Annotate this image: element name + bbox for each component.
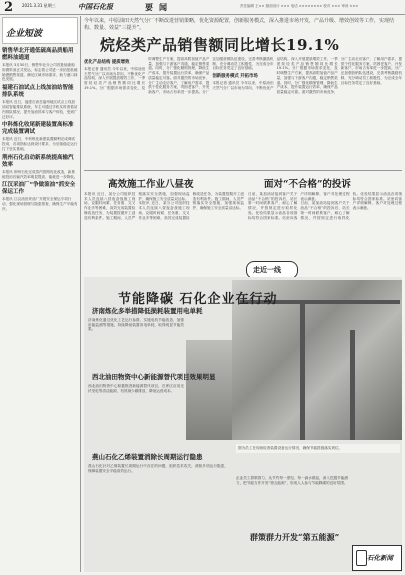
issue-date: 2021.3.31 星期三 bbox=[22, 3, 56, 8]
brief-headline: 中科炼化收尾新建装置高标准完成装置调试 bbox=[2, 122, 74, 136]
feature-subhead: 燕山石化乙烯装置消除长周期运行隐患 bbox=[92, 453, 203, 461]
lead-body bbox=[84, 57, 402, 167]
lead-headline: 烷烃类产品销售额同比增长19.1% bbox=[100, 36, 340, 54]
feature-text-block bbox=[88, 464, 228, 568]
photo-caption: 图为员工在现场检查装置设备运行情况，确保节能措施落实到位。 bbox=[236, 444, 400, 453]
page-number: 2 bbox=[4, 0, 14, 15]
editor-credits: 责任编辑 王×× 版面设计 ××× 电话 ×××××××× 校对 ××× 审读 ××× bbox=[240, 4, 359, 8]
lead-text: 本报记者 通讯员 今年以来，中原油田天然气分厂以市场为导向，不断优化产品结构，深入开展提质增效工作，一季度烷烃类产品销售额同比增长19.1%。分厂根据市场需求变化，及时调整生产方案，提高高附加值产品产量，加强与下游客户沟通，稳定销售渠道。同时，分厂强化精细管理，降低生产成本，提升装置运行效率，确保产品质量稳定可靠。面对激烈的市场竞争，分厂主动走访客户，了解用户需求，提供个性化服务方案，巩固老客户、开发新客户，市场占有率进一步提高。分厂还加强营销队伍建设，完善考核激励机制，充分调动员工积极性，为完成全年目标任务奠定了良好基础。 bbox=[84, 57, 274, 94]
feature-text-block bbox=[88, 318, 184, 368]
left-news-column bbox=[2, 17, 78, 572]
brief-item bbox=[2, 155, 78, 180]
story-headline-left: 高效施工作业八昼夜 bbox=[108, 179, 194, 190]
worker-photo bbox=[186, 340, 232, 440]
brief-item bbox=[2, 182, 78, 211]
pipe-graphic bbox=[300, 300, 305, 440]
logo-text: 石化新闻 bbox=[367, 554, 393, 562]
feature-subhead: 群策群力开发“第五能源” bbox=[250, 532, 340, 542]
lead-subhead: 创新服务模式 开拓市场 bbox=[212, 74, 258, 80]
brief-headline: 销售华北开通低硫高品质船用燃料油通道 bbox=[2, 48, 74, 61]
brief-item bbox=[2, 48, 78, 82]
story-text: 本报讯 近日，某分公司组织技术人员连续八昼夜奋战施工现场，克服时间紧、任务重、交叉作业多等困难，高效完成装置检修改造任务，为装置按期开工创造有利条件。施工期间，人员严格落实安全措施，加强现场监护，确保施工安全质量双达标。 bbox=[138, 192, 244, 220]
brief-text: 本报讯 江汉油田采油厂开展安全保运专项行动，强化现场管理与隐患排查，确保生产平稳有序。 bbox=[2, 197, 78, 211]
brief-headline: 福建石油试点上线加油站智能排队系统 bbox=[2, 85, 74, 99]
feature-text: 燕山石化针对乙烯装置长周期运行中存在的问题，组织技术攻关，消除多项运行隐患，保障装置安全平稳高效运行。 bbox=[88, 464, 228, 473]
brief-headline: 江汉采油厂“争做鉴油”抓安全保运工作 bbox=[2, 182, 76, 196]
logo-icon bbox=[356, 550, 367, 566]
brief-item bbox=[2, 122, 78, 151]
feature-subhead: 济南炼化多举措降低损耗装置用电单耗 bbox=[92, 307, 203, 315]
feature-text-block bbox=[236, 476, 348, 528]
feature-subhead: 西北油田物资中心新能源替代项目效果明显 bbox=[92, 373, 216, 381]
brief-item bbox=[2, 85, 78, 119]
feature-text: 西北油田物资中心积极推进新能源替代项目，在库区应用光伏发电等清洁能源，有效减少碳排放，降低运营成本。 bbox=[88, 384, 184, 393]
lead-intro: 今年以来，中原油田天然气分厂不断改进营销策略，优化资源配置，创新服务模式，深入推进市场开发，产品升级、增效创效等工作，实现结构、数量、效益“三提升”。 bbox=[84, 18, 395, 31]
rule bbox=[84, 170, 402, 171]
feature-text-block bbox=[88, 384, 184, 444]
brief-text: 本报讯 近日，福建石油在福州地区试点上线加油站智能排队系统，车主可通过手机实时查看站内排队情况，提升加油效率与客户体验，受到广泛好评。 bbox=[2, 100, 78, 119]
column-divider bbox=[80, 16, 81, 572]
brief-text: 本报讯 3月30日，销售华北分公司首批低硫船用燃料油正式发运，标志着公司进一步拓宽低硫船燃销售渠道，满足区域市场需求，助力港口绿色发展。 bbox=[2, 63, 78, 82]
story-body-right bbox=[248, 192, 402, 258]
story-headline-right: 面对“不合格”的投诉 bbox=[264, 179, 351, 190]
story-text: 日前，某加油站接到客户关于油品“不合格”的投诉后，站长第一时间联系客户，耐心了解情况，并按规定进行取样化验。化验结果显示油品各项指标均符合国家标准。站里向客户详细解释，客户对处理过程表示满意。 bbox=[248, 192, 350, 220]
column-title: 企业短波 bbox=[6, 29, 43, 39]
story-text: 日前，某加油站接到客户关于油品“不合格”的投诉后，站长第一时间联系客户，耐心了解情况，并按规定进行取样化验。化验结果显示油品各项指标均符合国家标准。站里向客户详细解释，客户对处理过程表示满意。 bbox=[300, 192, 402, 220]
brief-text: 本报讯 近日，中科炼化新建装置顺利完成调试投用，各项指标达到设计要求，为后续稳定运行打下坚实基础。 bbox=[2, 137, 78, 151]
masthead bbox=[0, 0, 405, 15]
lead-subhead: 优化产品结构 提质增效 bbox=[84, 60, 130, 65]
brief-headline: 荆州石化启动新系统提高输汽效率 bbox=[2, 154, 74, 168]
feature-title: 节能降碳 石化企业在行动 bbox=[118, 292, 278, 307]
brand-logo bbox=[352, 545, 402, 571]
column-tag: 走近一线 bbox=[253, 265, 281, 274]
newspaper-brand: 中国石化报 bbox=[78, 2, 113, 11]
feature-text: 企业员工群策群力，从节约每一度电、每一滴水做起，深入挖掘节能潜力，把节能当作开发“第五能源”，形成人人参与节能降碳的良好氛围。 bbox=[236, 476, 348, 485]
story-body-left bbox=[84, 192, 244, 274]
brief-text: 本报讯 荆州石化完成蒸汽管网优化改造，新系统投用后输汽效率明显提高，能耗进一步降低。 bbox=[2, 169, 78, 179]
pipe-graphic bbox=[350, 330, 355, 440]
section-name: 要闻 bbox=[145, 2, 173, 12]
feature-text: 济南炼化通过优化工艺运行参数、实施电机节能改造、加强用能监测等措施，持续降低装置用电单耗，取得明显节能效果。 bbox=[88, 318, 184, 332]
story-text: 本报讯 近日，某分公司组织技术人员连续八昼夜奋战施工现场，克服时间紧、任务重、交叉作业多等困难，高效完成装置检修改造任务，为装置按期开工创造有利条件。施工期间，人员严格落实安全措施，加强现场监护，确保施工安全质量双达标。 bbox=[84, 192, 190, 220]
column-title-box bbox=[2, 17, 78, 44]
lead-text: 本报记者 通讯员 今年以来，中原油田天然气分厂以市场为导向，不断优化产品结构，深入开展提质增效工作，一季度烷烃类产品销售额同比增长19.1%。分厂根据市场需求变化，及时调整生产方案，提高高附加值产品产量，加强与下游客户沟通，稳定销售渠道。同时，分厂强化精细管理，降低生产成本，提升装置运行效率，确保产品质量稳定可靠。面对激烈的市场竞争，分厂主动走访客户，了解用户需求，提供个性化服务方案，巩固老客户、开发新客户，市场占有率进一步提高。分厂还加强营销队伍建设，完善考核激励机制，充分调动员工积极性，为完成全年目标任务奠定了良好基础。 bbox=[212, 57, 402, 94]
